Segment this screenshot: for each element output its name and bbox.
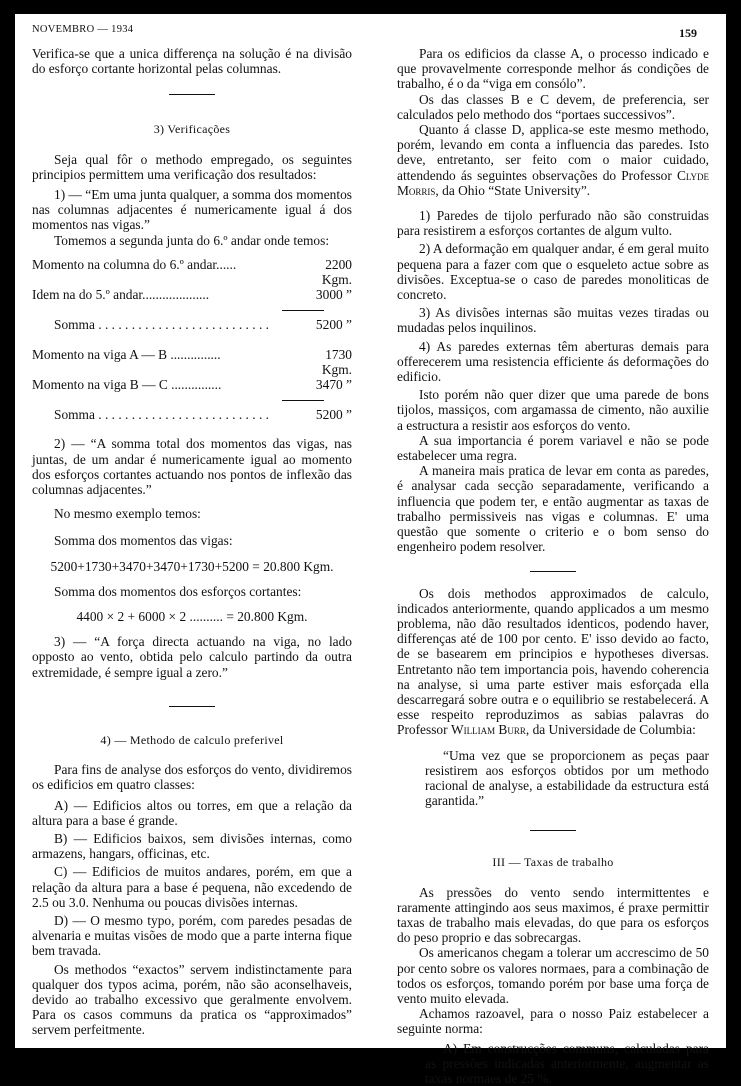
section-title-taxas: III — Taxas de trabalho [492, 855, 614, 870]
left-column [32, 46, 352, 1038]
sum-value: 5200 ” [315, 407, 352, 423]
table-row [32, 257, 352, 287]
sum-value: 5200 ” [315, 317, 352, 333]
row-value: 3470 ” [315, 377, 352, 393]
paragraph: Os methodos “exactos” servem indistinctamente para qualquer dos typos acima, porém, não são aconselhaveis, devido ao trabalho excessivo que geralmente envolvem. Para os casos communs da pratica os “approximados” servem perfeitmente. [32, 961, 352, 1038]
row-value: 1730 Kgm. [321, 346, 352, 377]
text: , da Universidade de Columbia: [525, 722, 696, 738]
author-name: Clyde Morris [397, 167, 709, 198]
paragraph: Para fins de analyse dos esforços do vento, dividiremos os edificios em quatro classes: [32, 762, 352, 793]
paragraph [397, 586, 709, 738]
paragraph: A sua importancia é porem variavel e não se pode estabelecer uma regra. [397, 432, 709, 464]
rule-a: A) Em construcções communs, calculadas para as pressões indicadas anteriormente, augmentar as taxas normaes de 25 %. [425, 1040, 709, 1086]
principle-1: 1) — “Em uma junta qualquer, a somma dos momentos nas columnas adjacentes é numericamente igual á dos momentos nas vigas.” [32, 187, 352, 233]
paragraph: Achamos razoavel, para o nosso Paiz estabelecer a seguinte norma: [397, 1006, 709, 1037]
section-title-verificacoes: 3) Verificações [153, 122, 231, 137]
observation-3: 3) As divisões internas são muitas vezes tiradas ou mudadas pelos inquilinos. [397, 305, 709, 336]
sum-label: Somma . . . . . . . . . . . . . . . . . . . . . . . . . . [54, 407, 269, 423]
row-value: 3000 ” [315, 287, 352, 303]
observation-2: 2) A deformação em qualquer andar, é em geral muito pequena para a fazer com que o esqueleto actue sobre as divisões. Exceptua-se o caso de paredes monoliticas de concreto. [397, 241, 709, 303]
section-title-methodo: 4) — Methodo de calculo preferivel [100, 732, 284, 747]
row-label: Momento na viga A — B ............... [32, 346, 221, 362]
principle-3: 3) — “A força directa actuando na viga, no lado opposto ao vento, obtida pelo calculo partindo da outra extremidade, é sempre igual a zero.” [32, 634, 352, 680]
class-c: C) — Edificios de muitos andares, porém, em que a relação da altura para a base é pequena, não excedendo de 2.5 ou 3.0. Nenhuma ou poucas divisões internas. [32, 864, 352, 910]
text: , da Ohio “State University”. [435, 182, 591, 198]
paragraph [397, 122, 709, 198]
row-label: Momento na viga B — C ............... [32, 377, 222, 393]
row-label: Idem na do 5.º andar.................... [32, 287, 210, 303]
right-column [397, 46, 709, 1086]
sum-row [32, 317, 352, 332]
paragraph: No mesmo exemplo temos: [54, 506, 201, 522]
paragraph: Os americanos chegam a tolerar um accrescimo de 50 por cento sobre os valores normaes, para a combinação de todos os esforços, tomando porém por base uma força de vento muito elevada. [397, 945, 709, 1006]
paragraph: Seja qual fôr o methodo empregado, os seguintes principios permittem uma verificação dos resultados: [32, 151, 352, 182]
observation-1: 1) Paredes de tijolo perfurado não são construidas para resistirem a esforços cortantes de algum vulto. [397, 208, 709, 239]
equation-label: Somma dos momentos dos esforços cortantes: [54, 583, 302, 599]
intro-paragraph: Verifica-se que a unica differença na solução é na divisão do esforço cortante horizontal pelas columnas. [32, 46, 352, 77]
equation-shear: 4400 × 2 + 6000 × 2 .......... = 20.800 Kgm. [76, 609, 308, 625]
class-d: D) — O mesmo typo, porém, com paredes pesadas de alvenaria e muitas visões de modo que a parte interna fique bem travada. [32, 912, 352, 959]
sum-label: Somma . . . . . . . . . . . . . . . . . . . . . . . . . . [54, 317, 269, 333]
sum-row [32, 407, 352, 422]
text: Quanto á classe D, applica-se este mesmo methodo, porém, levando em conta a influencia das paredes. Isto deve, entretanto, ser feito com o maior cuidado, attendendo ás seguintes observações do Professor [397, 122, 709, 183]
equation-beams: 5200+1730+3470+3470+1730+5200 = 20.800 Kgm. [50, 558, 334, 574]
block-quote: “Uma vez que se proporcionem as peças paar resistirem aos esforços obtidos por um methodo racional de analyse, a estabilidade da estructura está garantida.” [425, 747, 709, 809]
table-row [32, 377, 352, 392]
paragraph: Os das classes B e C devem, de preferencia, ser calculados pelo methodo dos “portaes successivos”. [397, 91, 709, 122]
paragraph: As pressões do vento sendo intermittentes e raramente attingindo aos seus maximos, é praxe permittir taxas de trabalho mais elevadas, do que para os esforços do peso proprio e das sobrecargas. [397, 884, 709, 946]
sum-line [282, 310, 324, 311]
principle-2: 2) — “A somma total dos momentos das vigas, nas juntas, de um andar é numericamente igual ao momento dos esforços cortantes actuando nos pontos de inflexão das columnas adjacentes.” [32, 436, 352, 498]
class-a: A) — Edificios altos ou torres, em que a relação da altura para a base é grande. [32, 797, 352, 828]
paragraph: Tomemos a segunda junta do 6.º andar onde temos: [54, 232, 330, 248]
author-name: William Burr [450, 722, 526, 738]
equation-label: Somma dos momentos das vigas: [54, 533, 233, 549]
document-page [15, 14, 726, 1086]
sum-line [282, 400, 324, 401]
row-label: Momento na columna do 6.º andar...... [32, 256, 237, 272]
observation-4: 4) As paredes externas têm aberturas demais para offerecerem uma resistencia efficiente ás deformações do edificio. [397, 338, 709, 385]
class-b: B) — Edificios baixos, sem divisões internas, como armazens, hangars, officinas, etc. [32, 830, 352, 862]
table-row [32, 347, 352, 377]
paragraph: Para os edificios da classe A, o processo indicado e que provavelmente corresponde melhor ás condições de trabalho, é o da “viga em consólo”. [397, 46, 709, 92]
row-value: 2200 Kgm. [321, 256, 352, 288]
running-header-date: NOVEMBRO — 1934 [32, 24, 134, 35]
table-row [32, 287, 352, 302]
paragraph: A maneira mais pratica de levar em conta as paredes, é analysar cada secção separadamente, verificando a influencia que podem ter, e então augmentar as taxas de trabalho permissiveis nas vigas e columnas. E' uma questão que somente o criterio e o bom senso do engenheiro podem resolver. [397, 463, 709, 555]
page-number: 159 [679, 26, 697, 40]
text: Os dois methodos approximados de calculo, indicados anteriormente, quando applicados a um mesmo problema, não dão resultados identicos, podendo haver, differenças até de 100 por cento. E' isso devido ao facto, de se basearem em principios e hypotheses diversas. Entretanto não tem importancia pois, havendo coherencia na analyse, si uma parte estiver mais esforçada ella descarregará sobre outra e o equilibrio se restabelecerá. A esse respeito reproduzimos as sabias palavras do Professor [397, 585, 709, 738]
paragraph: Isto porém não quer dizer que uma parede de bons tijolos, massiços, com argamassa de cimento, não auxilie a estructura a resistir aos esforços do vento. [397, 387, 709, 433]
